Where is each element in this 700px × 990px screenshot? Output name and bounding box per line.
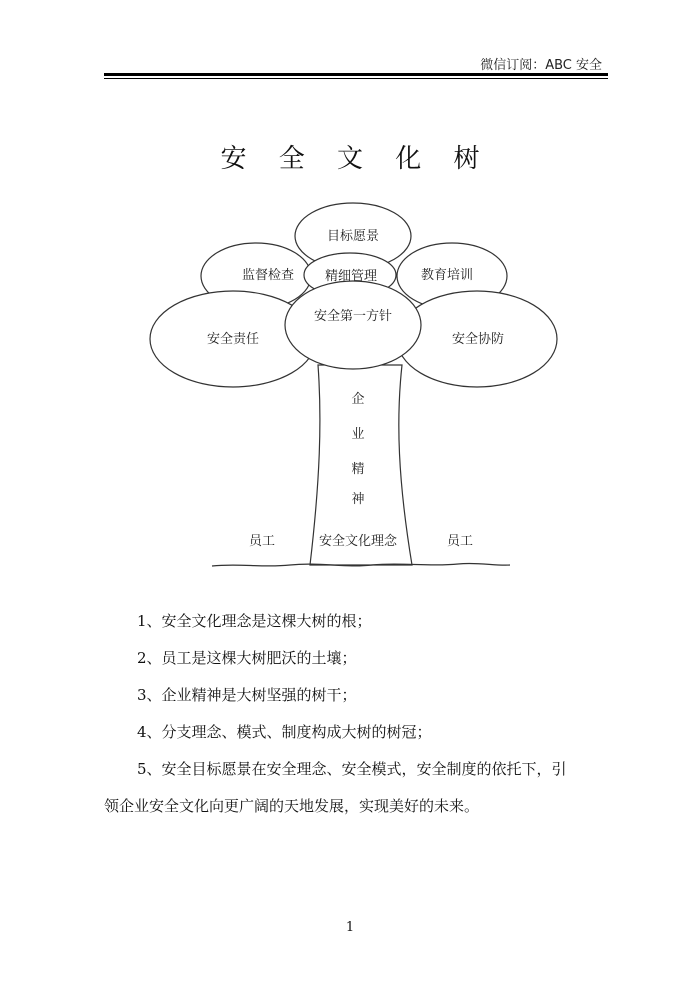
trunk-char: 业	[351, 427, 365, 442]
paragraph-item: 领企业安全文化向更广阔的天地发展，实现美好的未来。	[104, 797, 480, 815]
root-label: 安全文化理念	[318, 534, 398, 549]
node-responsibility-label: 安全责任	[206, 332, 260, 347]
node-prevention-label: 安全协防	[451, 332, 505, 347]
node-policy	[285, 281, 421, 369]
node-vision-label: 目标愿景	[326, 229, 380, 244]
paragraph-item: 4、分支理念、模式、制度构成大树的树冠；	[137, 723, 432, 741]
trunk-char: 神	[351, 492, 365, 507]
trunk-char: 企	[351, 392, 365, 407]
paragraph-item: 5、安全目标愿景在安全理念、安全模式，安全制度的依托下，引	[137, 760, 567, 778]
page-number: 1	[345, 920, 355, 935]
page-title: 安 全 文 化 树	[220, 144, 492, 174]
paragraph-item: 2、员工是这棵大树肥沃的土壤；	[137, 649, 357, 667]
node-refined-label: 精细管理	[324, 269, 378, 284]
soil-left-label: 员工	[248, 534, 276, 549]
paragraph-item: 1、安全文化理念是这棵大树的根；	[137, 612, 372, 630]
node-training-label: 教育培训	[420, 268, 474, 283]
node-inspection-label: 监督检查	[241, 268, 295, 283]
paragraph-item: 3、企业精神是大树坚强的树干；	[137, 686, 357, 704]
node-policy-label: 安全第一方针	[313, 309, 393, 324]
header-subscription-text: 微信订阅：ABC 安全	[480, 58, 602, 73]
trunk-char: 精	[351, 462, 365, 477]
soil-right-label: 员工	[446, 534, 474, 549]
